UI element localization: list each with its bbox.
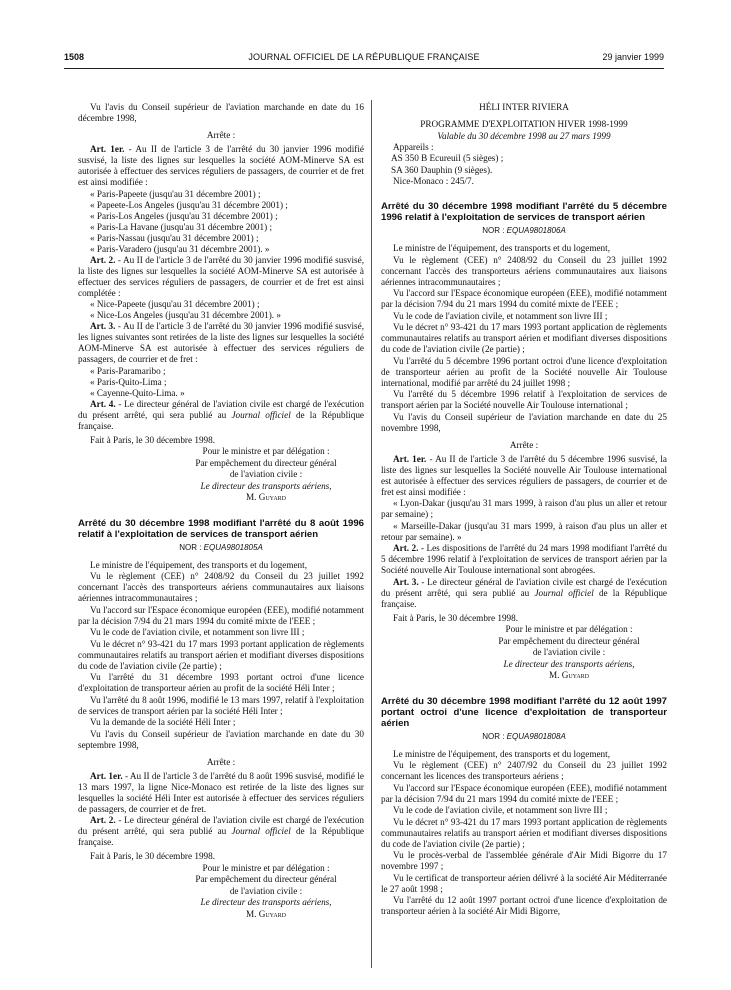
signatory-name: M. Guyard bbox=[245, 908, 287, 919]
list-item: « Cayenne-Quito-Lima. » bbox=[90, 387, 185, 398]
article-label: Art. 3. bbox=[90, 321, 116, 331]
visa-paragraph: Vu le code de l'aviation civile, et notamment son livre III ; bbox=[90, 627, 305, 637]
fait-line: Fait à Paris, le 30 décembre 1998. bbox=[90, 851, 216, 861]
left-column bbox=[78, 102, 364, 920]
program-validity: Valable du 30 décembre 1998 au 27 mars 1999 bbox=[437, 130, 611, 141]
program-title: HÉLI INTER RIVIERA bbox=[479, 102, 569, 112]
visa-paragraph: Vu l'accord sur l'Espace économique européen (EEE), modifié notamment par la décision 7/94 du 21 mars 1994 du comité mixte de l'EEE ; bbox=[381, 288, 667, 309]
nor-reference bbox=[78, 542, 364, 553]
journal-officiel-ref: Journal officiel bbox=[231, 826, 291, 836]
signatory-title: Le directeur des transports aériens, bbox=[503, 658, 635, 669]
arrete-heading: Arrête : bbox=[206, 756, 236, 767]
list-item: « Papeete-Los Angeles (jusqu'au 31 décembre 2001) ; bbox=[90, 199, 288, 210]
signature-line: Par empêchement du directeur général bbox=[195, 457, 337, 468]
list-item: « Nice-Los Angeles (jusqu'au 31 décembre 2001). » bbox=[90, 310, 281, 320]
article-text: - Le directeur général de l'aviation civile est chargé de l'exécution du présent arrêté, qui sera publié au bbox=[78, 815, 364, 836]
article-text: - Au II de l'article 3 de l'arrêté du 30 janvier 1996 modifié susvisé, la liste des lignes sur lesquelles la société AOM-Minerve SA est autorisée à effectuer des services réguliers de passagers, de courrier et de fret est ainsi modifiée : bbox=[78, 144, 364, 187]
right-column bbox=[381, 102, 667, 918]
article-label: Art. 1er. bbox=[393, 453, 427, 464]
article-2 bbox=[78, 815, 364, 848]
article-4 bbox=[78, 399, 364, 432]
nor-code: EQUA9801808A bbox=[506, 731, 566, 741]
visa-paragraph: Vu l'arrêté du 31 décembre 1993 portant octroi d'une licence d'exploitation de transporteur aérien au profit de la société Héli Inter ; bbox=[78, 672, 364, 693]
article-text: de la République française. bbox=[78, 826, 364, 847]
nor-code: EQUA9801805A bbox=[203, 542, 263, 552]
list-item: « Paris-Los Angeles (jusqu'au 31 décembre 2001) ; bbox=[90, 210, 278, 221]
signature-block bbox=[78, 446, 364, 503]
signature-block bbox=[381, 624, 667, 681]
visas-list bbox=[381, 243, 667, 434]
article-text: - Le directeur général de l'aviation civile est chargé de l'exécution du présent arrêté, qui sera publié au bbox=[381, 576, 667, 598]
route-line: Nice-Monaco : 245/7. bbox=[393, 176, 474, 186]
signatory-name: M. Guyard bbox=[245, 492, 287, 502]
visa-paragraph: Vu l'arrêté du 5 décembre 1996 portant octroi d'une licence d'exploitation de transporteur aérien au profit de la Société nouvelle Air Toulouse international, modifié par arrêté du 24 juillet 1998 ; bbox=[381, 355, 667, 388]
visa-paragraph: Le ministre de l'équipement, des transports et du logement, bbox=[90, 559, 307, 570]
signature-line: de l'aviation civile : bbox=[532, 647, 606, 657]
nor-reference bbox=[381, 225, 667, 236]
list-item: « Nice-Papeete (jusqu'au 31 décembre 2001) ; bbox=[90, 299, 260, 309]
intro-paragraph: Vu l'avis du Conseil supérieur de l'aviation marchande en date du 16 décembre 1998, bbox=[78, 102, 364, 123]
article-label: Art. 2. bbox=[393, 543, 419, 553]
visas-list bbox=[78, 560, 364, 751]
nor-code: EQUA9801806A bbox=[506, 226, 566, 235]
article-label: Art. 1er. bbox=[90, 770, 123, 781]
page-header bbox=[64, 52, 664, 66]
decree-heading: Arrêté du 30 décembre 1998 modifiant l'arrêté du 5 décembre 1996 relatif à l'exploitation de services de transport aérien bbox=[381, 201, 667, 223]
article-1-list bbox=[78, 189, 364, 255]
article-text: - Au II de l'article 3 de l'arrêté du 8 août 1996 susvisé, modifié le 13 mars 1997, la ligne Nice-Monaco est retirée de la liste des lignes sur lesquelles la société Héli Inter est autorisée à effectuer des services réguliers de passagers, de courrier et de fret. bbox=[78, 770, 364, 814]
visa-paragraph: Vu le décret n° 93-421 du 17 mars 1993 portant application de règlements communautaires relatifs au transport aérien et modifiant diverses dispositions du code de l'aviation civile (2e partie) ; bbox=[381, 816, 667, 849]
journal-officiel-ref: Journal officiel bbox=[231, 409, 291, 420]
article-1 bbox=[78, 144, 364, 188]
visa-paragraph: Vu le règlement (CEE) n° 2408/92 du Conseil du 23 juillet 1992 concernant l'accès des transporteurs aériens communautaires aux liaisons aériennes intracommunautaires ; bbox=[78, 571, 364, 603]
article-3 bbox=[381, 577, 667, 610]
article-text: - Au II de l'article 3 de l'arrêté du 30 janvier 1996 modifié susvisé, les lignes suivantes sont retirées de la liste des lignes sur lesquelles la société AOM-Minerve SA est autorisée à effectuer des services réguliers de passagers, de courrier et de fret : bbox=[78, 321, 364, 364]
fait-line: Fait à Paris, le 30 décembre 1998. bbox=[393, 612, 519, 623]
journal-officiel-ref: Journal officiel bbox=[534, 587, 594, 598]
list-item: « Lyon-Dakar (jusqu'au 31 mars 1999, à raison d'au plus un aller et retour par semaine) ; bbox=[381, 498, 667, 519]
article-2-list bbox=[78, 299, 364, 321]
signature-line: Pour le ministre et par délégation : bbox=[202, 446, 330, 456]
article-3 bbox=[78, 321, 364, 365]
column-divider bbox=[371, 100, 372, 968]
signature-line: Par empêchement du directeur général bbox=[195, 874, 337, 884]
article-1-list bbox=[381, 498, 667, 543]
visa-paragraph: Vu le règlement (CEE) n° 2407/92 du Conseil du 23 juillet 1992 concernant les licences des transporteurs aériens ; bbox=[381, 760, 667, 781]
journal-title: JOURNAL OFFICIEL DE LA RÉPUBLIQUE FRANÇAISE bbox=[248, 52, 480, 62]
decree-heading: Arrêté du 30 décembre 1998 modifiant l'arrêté du 12 août 1997 portant octroi d'une licence d'exploitation de transporteur aérien bbox=[381, 695, 667, 729]
visas-list bbox=[381, 749, 667, 918]
visa-paragraph: Vu l'accord sur l'Espace économique européen (EEE), modifié notamment par la décision 7/94 du 21 mars 1994 du comité mixte de l'EEE ; bbox=[381, 782, 667, 804]
signatory-name: M. Guyard bbox=[548, 670, 590, 680]
signature-line: de l'aviation civile : bbox=[229, 885, 303, 896]
visa-paragraph: Vu l'arrêté du 8 août 1996, modifié le 13 mars 1997, relatif à l'exploitation de services de transport aérien par la société Héli Inter ; bbox=[78, 694, 364, 716]
article-text: - Le directeur général de l'aviation civile est chargé de l'exécution du présent arrêté, qui sera publié au bbox=[78, 398, 364, 420]
article-3-list bbox=[78, 366, 364, 399]
aircraft-label: Appareils : bbox=[393, 142, 434, 152]
list-item: « Paris-La Havane (jusqu'au 31 décembre 2001) ; bbox=[90, 221, 273, 232]
visa-paragraph: Vu le certificat de transporteur aérien délivré à la société Air Méditerranée le 27 août 1998 ; bbox=[381, 872, 667, 894]
visa-paragraph: Vu le procès-verbal de l'assemblée générale d'Air Midi Bigorre du 17 novembre 1997 ; bbox=[381, 850, 667, 871]
article-label: Art. 2. bbox=[90, 815, 116, 825]
nor-label: NOR : bbox=[482, 731, 507, 741]
list-item: « Paris-Paramaribo ; bbox=[90, 365, 166, 376]
list-item: « Paris-Nassau (jusqu'au 31 décembre 2001) ; bbox=[90, 232, 259, 243]
visa-paragraph: Le ministre de l'équipement, des transports et du logement, bbox=[393, 243, 610, 253]
list-item: « Paris-Quito-Lima ; bbox=[90, 376, 167, 387]
arrete-heading: Arrête : bbox=[206, 130, 236, 140]
nor-label: NOR : bbox=[482, 226, 507, 235]
signature-line: Par empêchement du directeur général bbox=[498, 635, 640, 646]
arrete-heading: Arrête : bbox=[509, 439, 539, 450]
article-text: de la République française. bbox=[78, 409, 364, 431]
aircraft-item: AS 350 B Ecureuil (5 sièges) ; bbox=[391, 153, 504, 163]
header-rule bbox=[64, 68, 664, 69]
article-label: Art. 3. bbox=[393, 576, 419, 587]
visa-paragraph: Vu la demande de la société Héli Inter ; bbox=[90, 717, 236, 727]
article-2 bbox=[78, 255, 364, 299]
visa-paragraph: Vu le code de l'aviation civile, et notamment son livre III ; bbox=[393, 805, 608, 815]
page-number: 1508 bbox=[64, 52, 85, 62]
fait-line: Fait à Paris, le 30 décembre 1998. bbox=[90, 434, 216, 445]
visa-paragraph: Le ministre de l'équipement, des transports et du logement, bbox=[393, 748, 610, 759]
aircraft-item: SA 360 Dauphin (9 sièges). bbox=[391, 164, 493, 175]
article-1 bbox=[381, 454, 667, 498]
signatory-title: Le directeur des transports aériens, bbox=[200, 897, 332, 907]
list-item: « Paris-Varadero (jusqu'au 31 décembre 2001). » bbox=[90, 243, 270, 254]
nor-reference bbox=[381, 731, 667, 742]
article-1 bbox=[78, 771, 364, 815]
article-text: - Au II de l'article 3 de l'arrêté du 30 janvier 1996 modifié susvisé, la liste des lignes sur lesquelles la société AOM-Minerve SA est autorisée à effectuer des services réguliers de passagers, de courrier et de fret est ainsi complétée : bbox=[78, 254, 364, 298]
list-item: « Marseille-Dakar (jusqu'au 31 mars 1999, à raison d'au plus un aller et retour par semaine). » bbox=[381, 520, 667, 542]
nor-label: NOR : bbox=[179, 542, 204, 552]
signature-line: de l'aviation civile : bbox=[229, 469, 303, 479]
signature-line: Pour le ministre et par délégation : bbox=[505, 624, 633, 634]
signature-line: Pour le ministre et par délégation : bbox=[202, 862, 330, 873]
visa-paragraph: Vu le code de l'aviation civile, et notamment son livre III ; bbox=[393, 310, 608, 321]
article-label: Art. 2. bbox=[90, 254, 116, 265]
visa-paragraph: Vu l'avis du Conseil supérieur de l'aviation marchande en date du 25 novembre 1998, bbox=[381, 411, 667, 433]
article-2 bbox=[381, 543, 667, 576]
visa-paragraph: Vu l'arrêté du 5 décembre 1996 relatif à l'exploitation de services de transport aérien par la Société nouvelle Air Toulouse international ; bbox=[381, 389, 667, 410]
signature-block bbox=[78, 863, 364, 920]
visa-paragraph: Vu le décret n° 93-421 du 17 mars 1993 portant application de règlements communautaires relatifs au transport aérien et modifiant diverses dispositions du code de l'aviation civile (2e partie) ; bbox=[78, 638, 364, 671]
list-item: « Paris-Papeete (jusqu'au 31 décembre 2001) ; bbox=[90, 188, 261, 199]
decree-heading: Arrêté du 30 décembre 1998 modifiant l'arrêté du 8 août 1996 relatif à l'exploitation de services de transport aérien bbox=[78, 517, 364, 540]
article-text: - Les dispositions de l'arrêté du 24 mars 1998 modifiant l'arrêté du 5 décembre 1996 relatif à l'exploitation de services de transport aérien par la Société nouvelle Air Toulouse international sont abrogées. bbox=[381, 543, 667, 575]
article-label: Art. 1er. bbox=[90, 144, 125, 154]
program-subtitle: PROGRAMME D'EXPLOITATION HIVER 1998-1999 bbox=[420, 119, 628, 129]
visa-paragraph: Vu le règlement (CEE) n° 2408/92 du Conseil du 23 juillet 1992 concernant l'accès des transporteurs aériens communautaires aux liaisons aériennes intracommunautaires ; bbox=[381, 254, 667, 287]
article-text: - Au II de l'article 3 de l'arrêté du 5 décembre 1996 susvisé, la liste des lignes sur lesquelles la Société nouvelle Air Toulouse international est autorisée à effectuer des services réguliers de passagers, de courrier et de fret est ainsi modifiée : bbox=[381, 453, 667, 497]
issue-date: 29 janvier 1999 bbox=[602, 52, 664, 62]
article-label: Art. 4. bbox=[90, 398, 116, 409]
visa-paragraph: Vu l'avis du Conseil supérieur de l'aviation marchande en date du 30 septembre 1998, bbox=[78, 728, 364, 750]
visa-paragraph: Vu l'arrêté du 12 août 1997 portant octroi d'une licence d'exploitation de transporteur aérien à la société Air Midi Bigorre, bbox=[381, 895, 667, 916]
article-text: de la République française. bbox=[381, 587, 667, 609]
signatory-title: Le directeur des transports aériens, bbox=[200, 480, 332, 491]
visa-paragraph: Vu le décret n° 93-421 du 17 mars 1993 portant application de règlements communautaires relatifs au transport aérien et modifiant diverses dispositions du code de l'aviation civile (2e partie) ; bbox=[381, 322, 667, 354]
visa-paragraph: Vu l'accord sur l'Espace économique européen (EEE), modifié notamment par la décision 7/94 du 21 mars 1994 du comité mixte de l'EEE ; bbox=[78, 604, 364, 626]
